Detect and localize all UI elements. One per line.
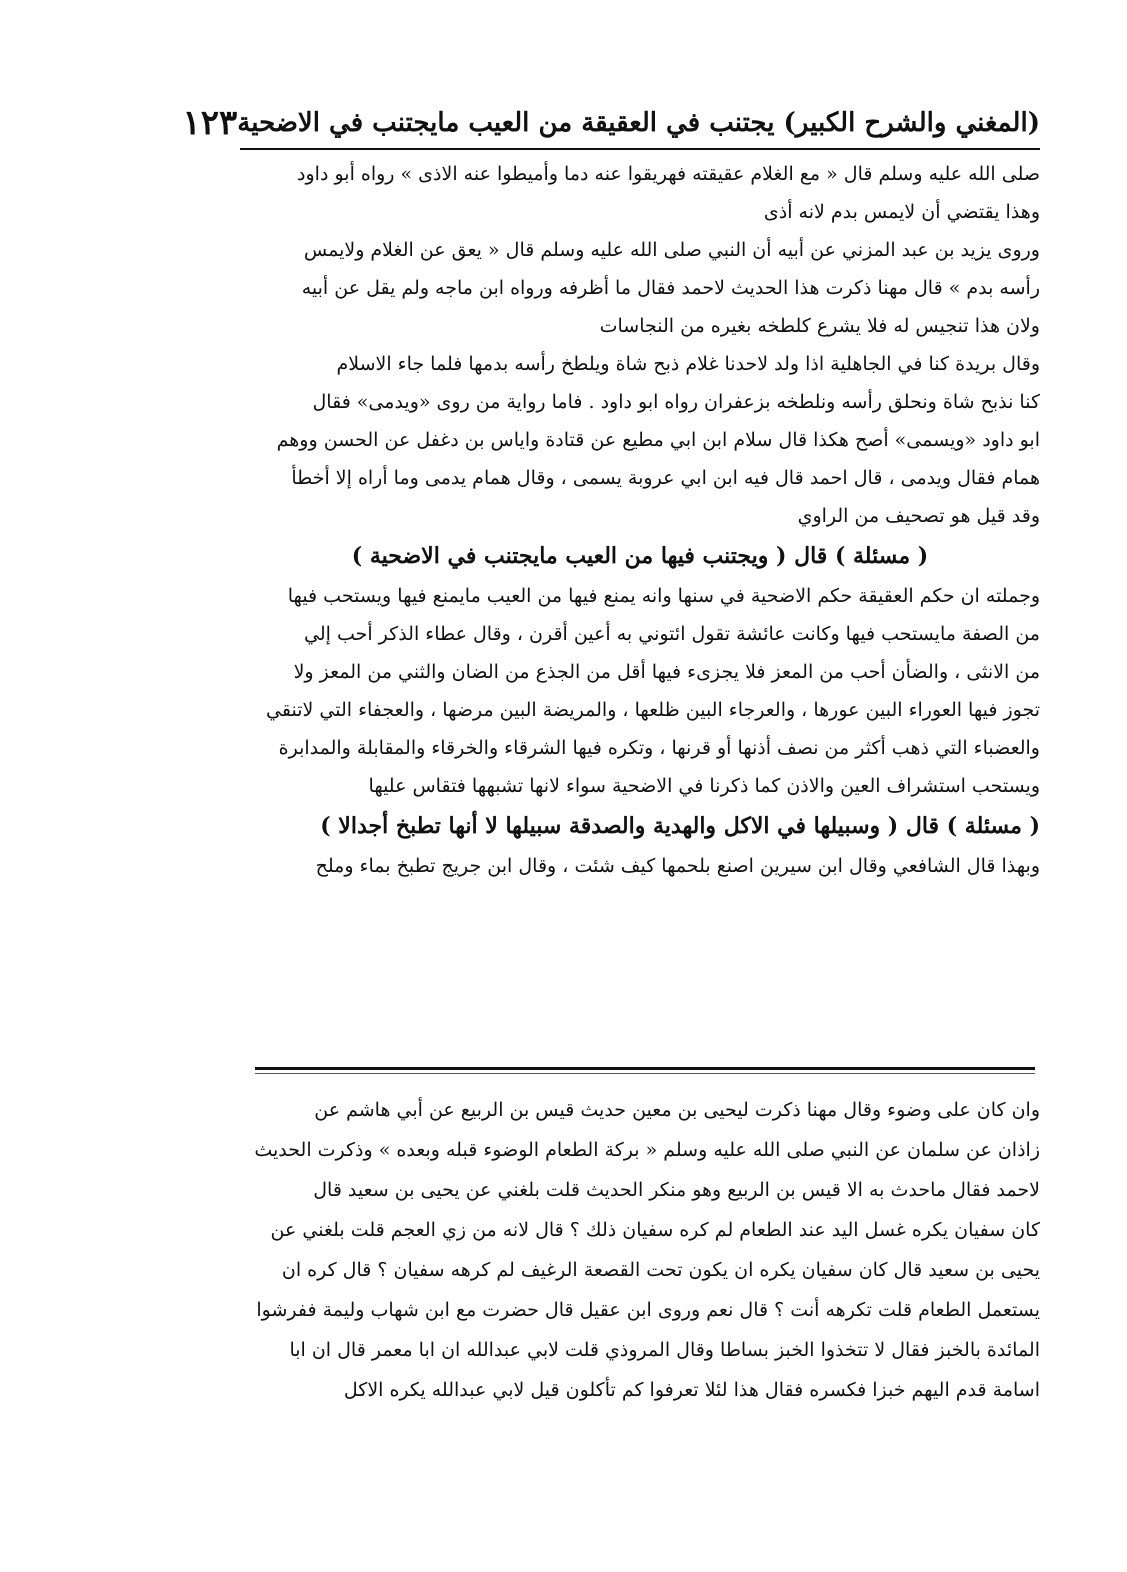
footnote-line: زاذان عن سلمان عن النبي صلى الله عليه وسلم « بركة الطعام الوضوء قبله وبعده » وذكرت الحديث (254, 1139, 1040, 1161)
footnote-separator (255, 1067, 1035, 1070)
text-line: تجوز فيها العوراء البين عورها ، والعرجاء البين ظلعها ، والمريضة البين مرضها ، والعجفاء التي لاتنقي (266, 699, 1040, 721)
text-line: وجملته ان حكم العقيقة حكم الاضحية في سنها وانه يمنع فيها من العيب مايمنع فيها ويستحب فيها (287, 585, 1040, 607)
text-line: من الصفة مايستحب فيها وكانت عائشة تقول ائتوني به أعين أقرن ، وقال عطاء الذكر أحب إلي (304, 623, 1040, 645)
text-line: وقال بريدة كنا في الجاهلية اذا ولد لاحدنا غلام ذبح شاة ويلطخ رأسه بدمها فلما جاء الاسلام (336, 353, 1040, 375)
running-title: (المغني والشرح الكبير) يجتنب في العقيقة من العيب مايجتنب في الاضحية (237, 108, 1040, 138)
text-line: وهذا يقتضي أن لايمس بدم لانه أذى (763, 201, 1040, 223)
main-text (240, 155, 1040, 885)
footnote-line: لاحمد فقال ماحدث به الا قيس بن الربيع وهو منكر الحديث قلت بلغني عن يحيى بن سعيد قال (313, 1179, 1040, 1201)
text-line: وبهذا قال الشافعي وقال ابن سيرين اصنع بلحمها كيف شئت ، وقال ابن جريج تطبخ بماء وملح (315, 855, 1040, 877)
text-line: رأسه بدم » قال مهنا ذكرت هذا الحديث لاحمد فقال ما أظرفه ورواه ابن ماجه ولم يقل عن أبيه (301, 277, 1040, 299)
text-line: وروى يزيد بن عبد المزني عن أبيه أن النبي صلى الله عليه وسلم قال « يعق عن الغلام ولايمس (303, 239, 1040, 261)
footnote-line: وان كان على وضوء وقال مهنا ذكرت ليحيى بن معين حديث قيس بن الربيع عن أبي هاشم عن (314, 1099, 1040, 1121)
text-line: صلى الله عليه وسلم قال « مع الغلام عقيقته فهريقوا عنه دما وأميطوا عنه الاذى » رواه أبو داود (297, 163, 1040, 185)
footnote-line: اسامة قدم اليهم خبزا فكسره فقال هذا لئلا تعرفوا كم تأكلون قيل لابي عبدالله يكره الاكل (343, 1379, 1040, 1401)
text-line: والعضباء التي ذهب أكثر من نصف أذنها أو قرنها ، وتكره فيها الشرقاء والخرقاء والمقابلة والمدابرة (278, 737, 1040, 759)
footnote-line: المائدة بالخبز فقال لا تتخذوا الخبز بساطا وقال المروذي قلت لابي عبدالله ان ابا معمر قال ان ابا (289, 1339, 1040, 1361)
text-line: ولان هذا تنجيس له فلا يشرع كلطخه بغيره من النجاسات (599, 315, 1040, 337)
page-header (182, 100, 1040, 146)
footnote-separator-thin (255, 1073, 1035, 1074)
text-line: من الانثى ، والضأن أحب من المعز فلا يجزىء فيها أقل من الجذع من الضان والثني من المعز ولا (293, 661, 1040, 683)
text-line: كنا نذبح شاة ونحلق رأسه ونلطخه بزعفران رواه ابو داود . فاما رواية من روى «ويدمى» فقال (312, 391, 1040, 413)
footnote-line: يستعمل الطعام قلت تكرهه أنت ؟ قال نعم وروى ابن عقيل قال حضرت مع ابن شهاب وليمة ففرشوا (256, 1299, 1040, 1321)
section-heading: ( مسئلة ) قال ( ويجتنب فيها من العيب مايجتنب في الاضحية ) (351, 543, 929, 569)
text-line: ابو داود «ويسمى» أصح هكذا قال سلام ابن ابي مطيع عن قتادة واياس بن دغفل عن الحسن ووهم (276, 429, 1040, 451)
text-line: همام فقال ويدمى ، قال احمد قال فيه ابن ابي عروبة يسمى ، وقال همام يدمى وما أراه إلا أخطأ (291, 467, 1040, 489)
text-line: ويستحب استشراف العين والاذن كما ذكرنا في الاضحية سواء لانها تشبهها فتقاس عليها (368, 775, 1040, 797)
section-heading: ( مسئلة ) قال ( وسبيلها في الاكل والهدية والصدقة سبيلها لا أنها تطبخ أجدالا ) (320, 813, 1040, 839)
header-rule (240, 148, 1040, 150)
footnote-text (240, 1090, 1040, 1410)
page-number: ١٢٣ (182, 103, 238, 143)
footnote-line: كان سفيان يكره غسل اليد عند الطعام لم كره سفيان ذلك ؟ قال لانه من زي العجم قلت بلغني عن (270, 1219, 1040, 1241)
footnote-line: يحيى بن سعيد قال كان سفيان يكره ان يكون تحت القصعة الرغيف لم كرهه سفيان ؟ قال كره ان (281, 1259, 1040, 1281)
text-line: وقد قيل هو تصحيف من الراوي (797, 505, 1040, 527)
